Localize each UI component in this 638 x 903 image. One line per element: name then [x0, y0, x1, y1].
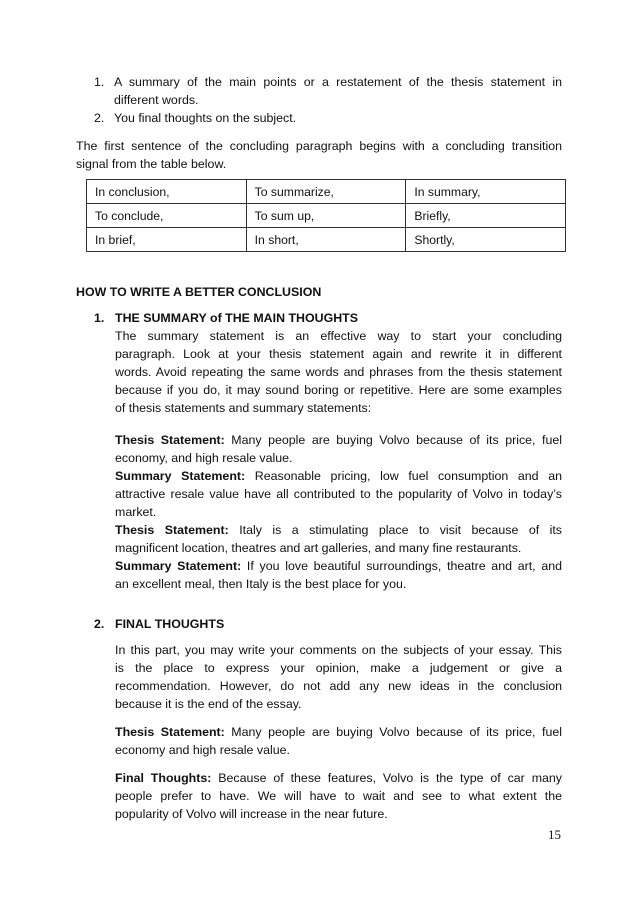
table-cell: In conclusion, — [87, 180, 247, 204]
transition-signals-table — [86, 179, 566, 252]
example-line — [115, 769, 562, 787]
example-text: Many people are buying Volvo because of its price, fuel — [224, 433, 562, 447]
table-row — [87, 228, 566, 252]
section-1-paragraph-line: paragraph. Look at your thesis statement again and rewrite it in different — [115, 347, 562, 361]
intro-list-number: 1. — [94, 75, 105, 89]
section-2-number: 2. — [94, 617, 105, 631]
table-row — [87, 180, 566, 204]
example-line: people prefer to have. We will have to wait and see to what extent the — [115, 789, 562, 803]
example-text: If you love beautiful surroundings, theatre and art, and — [241, 559, 562, 573]
table-cell: In brief, — [87, 228, 247, 252]
section-1-paragraph-line: The summary statement is an effective way to start your concluding — [115, 329, 562, 343]
example-text: Italy is a stimulating place to visit because of its — [228, 523, 562, 537]
section-2-paragraph-line: is the place to express your opinion, make a judgement or give a — [115, 661, 562, 675]
table-cell: In summary, — [406, 180, 566, 204]
example-text: Many people are buying Volvo because of its price, fuel — [224, 725, 562, 739]
transition-paragraph-line: The first sentence of the concluding paragraph begins with a concluding transition — [76, 139, 562, 153]
table-cell: In short, — [246, 228, 406, 252]
example-line: economy and high resale value. — [115, 743, 290, 757]
table-cell: To sum up, — [246, 204, 406, 228]
example-line — [115, 431, 562, 449]
example-line: economy, and high resale value. — [115, 451, 293, 465]
example-line — [115, 521, 562, 539]
example-line: market. — [115, 505, 157, 519]
intro-list-number: 2. — [94, 111, 105, 125]
table-cell: Briefly, — [406, 204, 566, 228]
example-label: Thesis Statement: — [115, 433, 225, 447]
example-label: Thesis Statement: — [115, 725, 225, 739]
page-number: 15 — [548, 827, 561, 842]
table-cell: Shortly, — [406, 228, 566, 252]
section-2-paragraph-line: recommendation. However, do not add any new ideas in the conclusion — [115, 679, 562, 693]
example-label: Summary Statement: — [115, 469, 246, 483]
example-line: magnificent location, theatres and art galleries, and many fine restaurants. — [115, 541, 522, 555]
section-1-paragraph-line: because if you do, it may sound boring or repetitive. Here are some examples — [115, 383, 562, 397]
example-text: Because of these features, Volvo is the type of car many — [211, 771, 562, 785]
example-line: attractive resale value have all contributed to the popularity of Volvo in today’s — [115, 487, 562, 501]
example-line — [115, 467, 562, 485]
intro-list-item-text: different words. — [114, 93, 199, 107]
section-heading: HOW TO WRITE A BETTER CONCLUSION — [76, 285, 322, 299]
section-2-paragraph-line: because it is the end of the essay. — [115, 697, 302, 711]
example-line — [115, 557, 562, 575]
section-1-number: 1. — [94, 311, 105, 325]
transition-paragraph-line: signal from the table below. — [76, 157, 227, 171]
section-2-title: FINAL THOUGHTS — [115, 617, 225, 631]
example-label: Thesis Statement: — [115, 523, 229, 537]
section-1-paragraph-line: words. Avoid repeating the same words and phrases from the thesis statement — [115, 365, 562, 379]
example-line — [115, 723, 562, 741]
section-2-paragraph-line: In this part, you may write your comments on the subjects of your essay. This — [115, 643, 562, 657]
example-label: Summary Statement: — [115, 559, 242, 573]
section-1-paragraph-line: of thesis statements and summary statements: — [115, 401, 372, 415]
table-row — [87, 204, 566, 228]
example-line: popularity of Volvo will increase in the near future. — [115, 807, 388, 821]
intro-list-item-text: A summary of the main points or a restatement of the thesis statement in — [114, 75, 562, 89]
intro-list-item-text: You final thoughts on the subject. — [114, 111, 297, 125]
example-line: an excellent meal, then Italy is the best place for you. — [115, 577, 407, 591]
section-1-title: THE SUMMARY of THE MAIN THOUGHTS — [115, 311, 358, 325]
example-text: Reasonable pricing, low fuel consumption and an — [245, 469, 562, 483]
example-label: Final Thoughts: — [115, 771, 212, 785]
table-cell: To summarize, — [246, 180, 406, 204]
table-cell: To conclude, — [87, 204, 247, 228]
